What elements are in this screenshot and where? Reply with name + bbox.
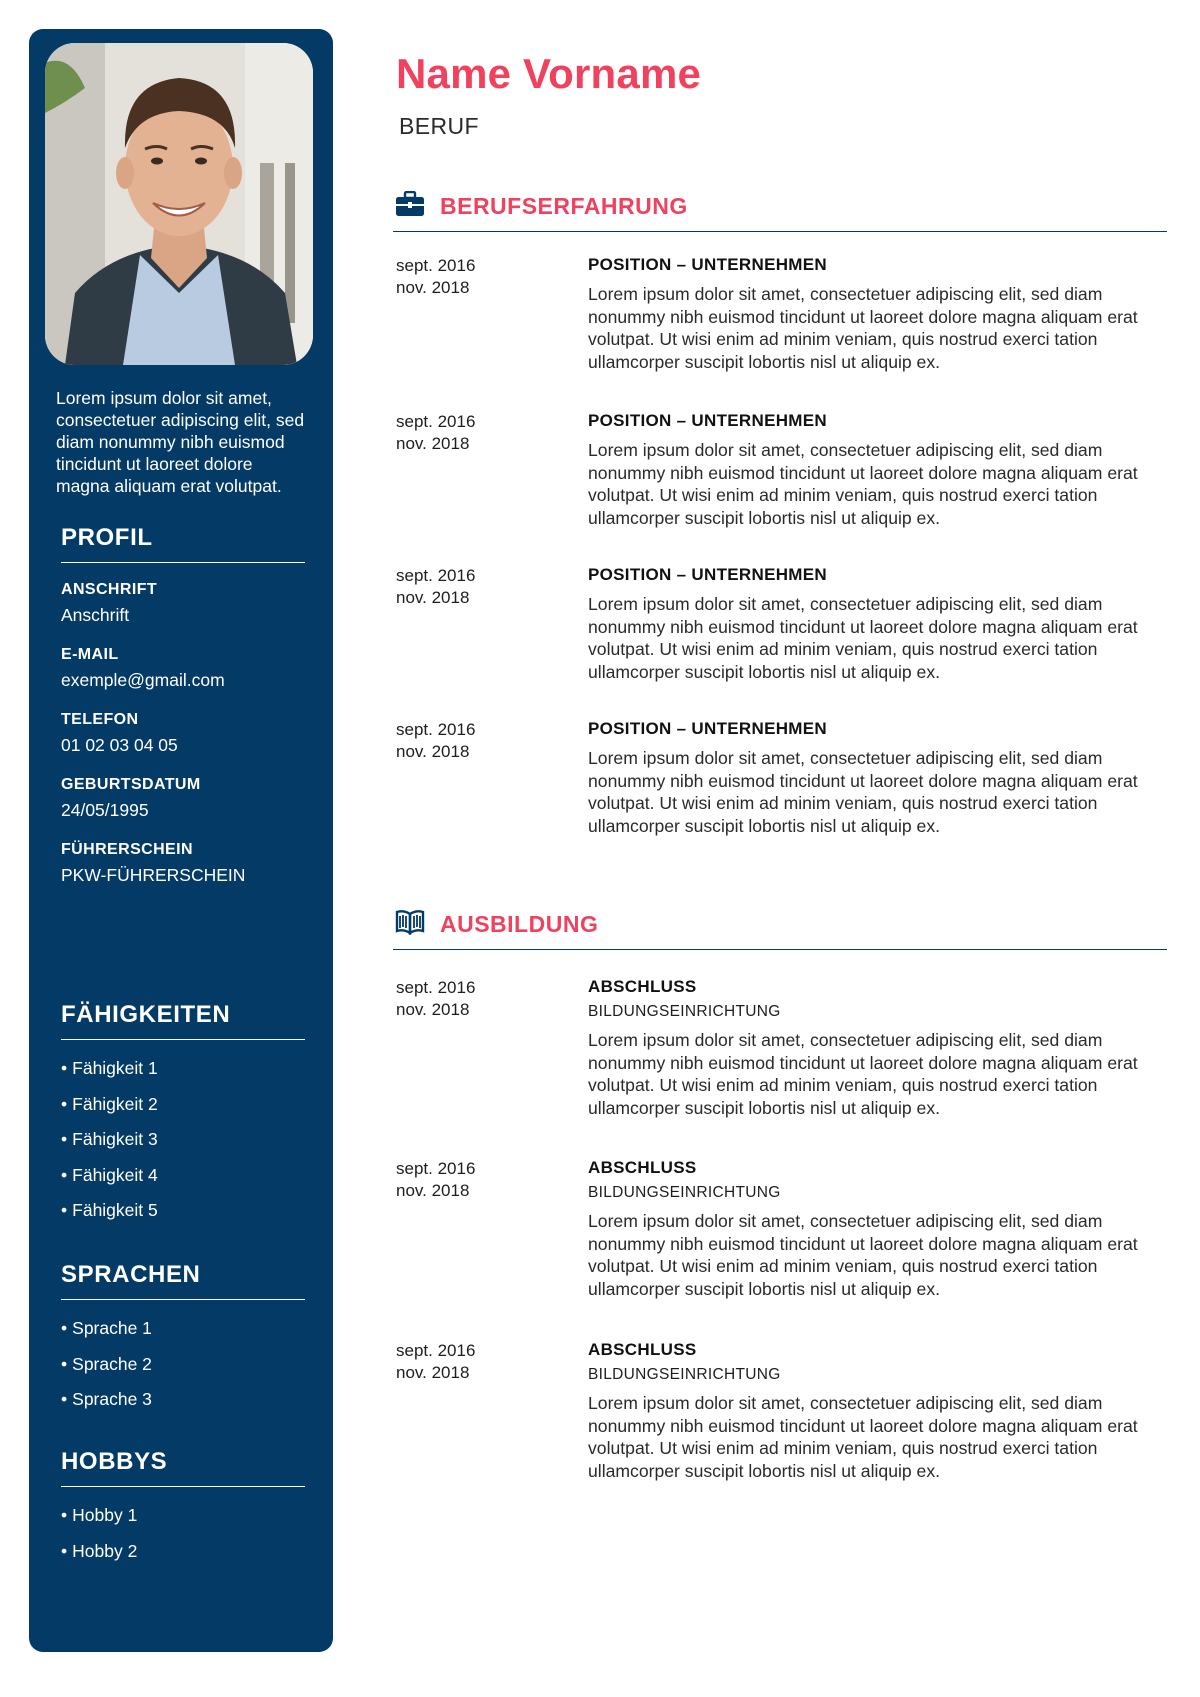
entry-dates [396, 1340, 546, 1384]
email-field [61, 646, 305, 691]
end-date: nov. 2018 [396, 1363, 470, 1382]
education-title: AUSBILDUNG [440, 911, 599, 937]
entry-dates [396, 719, 546, 763]
entry-title: POSITION – UNTERNEHMEN [588, 255, 827, 274]
birthdate-field [61, 776, 305, 821]
job-title: BERUF [399, 113, 479, 139]
entry-body [588, 719, 1168, 838]
skill-item: • Fähigkeit 4 [61, 1165, 305, 1201]
phone-field [61, 711, 305, 756]
experience-heading [393, 188, 1167, 232]
entry-description: Lorem ipsum dolor sit amet, consectetuer adipiscing elit, sed diam nonummy nibh euismod tincidunt ut laoreet dolore magna aliquam erat volutpat. Ut wisi enim ad minim veniam, quis nostrud exerci tation ullamcorper suscipit lobortis nisl ut aliquip ex. [588, 1211, 1138, 1300]
entry-description: Lorem ipsum dolor sit amet, consectetuer adipiscing elit, sed diam nonummy nibh euismod tincidunt ut laoreet dolore magna aliquam erat volutpat. Ut wisi enim ad minim veniam, quis nostrud exerci tation ullamcorper suscipit lobortis nisl ut aliquip ex. [588, 594, 1138, 683]
end-date: nov. 2018 [396, 434, 470, 453]
birthdate-value: 24/05/1995 [61, 800, 149, 820]
languages-list [61, 1318, 305, 1425]
address-field [61, 581, 305, 626]
entry-dates [396, 1158, 546, 1202]
candidate-name: Name Vorname [396, 50, 702, 97]
experience-title: BERUFSERFAHRUNG [440, 193, 688, 219]
skills-list [61, 1058, 305, 1236]
education-heading [393, 906, 1167, 950]
entry-description: Lorem ipsum dolor sit amet, consectetuer adipiscing elit, sed diam nonummy nibh euismod tincidunt ut laoreet dolore magna aliquam erat volutpat. Ut wisi enim ad minim veniam, quis nostrud exerci tation ullamcorper suscipit lobortis nisl ut aliquip ex. [588, 1393, 1138, 1482]
entry-title: POSITION – UNTERNEHMEN [588, 411, 827, 430]
profile-photo [45, 43, 313, 365]
entry-description: Lorem ipsum dolor sit amet, consectetuer adipiscing elit, sed diam nonummy nibh euismod tincidunt ut laoreet dolore magna aliquam erat volutpat. Ut wisi enim ad minim veniam, quis nostrud exerci tation ullamcorper suscipit lobortis nisl ut aliquip ex. [588, 440, 1138, 529]
start-date: sept. 2016 [396, 256, 476, 275]
skill-item: • Fähigkeit 1 [61, 1058, 305, 1094]
entry-dates [396, 977, 546, 1021]
entry-body [588, 411, 1168, 530]
start-date: sept. 2016 [396, 1341, 476, 1360]
entry-description: Lorem ipsum dolor sit amet, consectetuer adipiscing elit, sed diam nonummy nibh euismod tincidunt ut laoreet dolore magna aliquam erat volutpat. Ut wisi enim ad minim veniam, quis nostrud exerci tation ullamcorper suscipit lobortis nisl ut aliquip ex. [588, 748, 1138, 837]
skill-item: • Fähigkeit 5 [61, 1200, 305, 1236]
degree-title: ABSCHLUSS [588, 1158, 697, 1177]
profile-section [61, 524, 305, 906]
skills-heading: FÄHIGKEITEN [61, 1001, 305, 1040]
languages-section [61, 1261, 305, 1425]
end-date: nov. 2018 [396, 278, 470, 297]
address-value: Anschrift [61, 605, 130, 625]
profile-heading: PROFIL [61, 524, 305, 563]
hobby-item: • Hobby 1 [61, 1505, 305, 1541]
entry-body [588, 1158, 1168, 1301]
end-date: nov. 2018 [396, 1000, 470, 1019]
license-label: FÜHRERSCHEIN [61, 841, 193, 858]
skills-section [61, 1001, 305, 1236]
degree-title: ABSCHLUSS [588, 977, 697, 996]
email-label: E-MAIL [61, 646, 119, 663]
license-value: PKW-FÜHRERSCHEIN [61, 865, 246, 885]
phone-value: 01 02 03 04 05 [61, 735, 178, 755]
entry-body [588, 977, 1168, 1120]
entry-body [588, 1340, 1168, 1483]
entry-title: POSITION – UNTERNEHMEN [588, 565, 827, 584]
languages-heading: SPRACHEN [61, 1261, 305, 1300]
entry-dates [396, 565, 546, 609]
end-date: nov. 2018 [396, 742, 470, 761]
start-date: sept. 2016 [396, 1159, 476, 1178]
entry-body [588, 565, 1168, 684]
skill-item: • Fähigkeit 2 [61, 1094, 305, 1130]
phone-label: TELEFON [61, 711, 139, 728]
language-item: • Sprache 1 [61, 1318, 305, 1354]
language-item: • Sprache 2 [61, 1354, 305, 1390]
entry-dates [396, 411, 546, 455]
profile-summary: Lorem ipsum dolor sit amet, consectetuer adipiscing elit, sed diam nonummy nibh euismod tincidunt ut laoreet dolore magna aliquam erat volutpat. [56, 388, 305, 496]
open-book-icon [395, 909, 425, 935]
end-date: nov. 2018 [396, 1181, 470, 1200]
entry-dates [396, 255, 546, 299]
briefcase-icon [395, 191, 425, 217]
entry-body [588, 255, 1168, 374]
hobbies-section [61, 1448, 305, 1576]
email-value: exemple@gmail.com [61, 670, 225, 690]
institution-name: BILDUNGSEINRICHTUNG [588, 1003, 781, 1020]
start-date: sept. 2016 [396, 720, 476, 739]
institution-name: BILDUNGSEINRICHTUNG [588, 1366, 781, 1383]
birthdate-label: GEBURTSDATUM [61, 776, 201, 793]
start-date: sept. 2016 [396, 566, 476, 585]
institution-name: BILDUNGSEINRICHTUNG [588, 1184, 781, 1201]
hobbies-heading: HOBBYS [61, 1448, 305, 1487]
end-date: nov. 2018 [396, 588, 470, 607]
license-field [61, 841, 305, 886]
sidebar [29, 29, 333, 1652]
skill-item: • Fähigkeit 3 [61, 1129, 305, 1165]
hobbies-list [61, 1505, 305, 1576]
degree-title: ABSCHLUSS [588, 1340, 697, 1359]
hobby-item: • Hobby 2 [61, 1541, 305, 1577]
start-date: sept. 2016 [396, 978, 476, 997]
entry-description: Lorem ipsum dolor sit amet, consectetuer adipiscing elit, sed diam nonummy nibh euismod tincidunt ut laoreet dolore magna aliquam erat volutpat. Ut wisi enim ad minim veniam, quis nostrud exerci tation ullamcorper suscipit lobortis nisl ut aliquip ex. [588, 284, 1138, 373]
address-label: ANSCHRIFT [61, 581, 158, 598]
start-date: sept. 2016 [396, 412, 476, 431]
entry-title: POSITION – UNTERNEHMEN [588, 719, 827, 738]
language-item: • Sprache 3 [61, 1389, 305, 1425]
entry-description: Lorem ipsum dolor sit amet, consectetuer adipiscing elit, sed diam nonummy nibh euismod tincidunt ut laoreet dolore magna aliquam erat volutpat. Ut wisi enim ad minim veniam, quis nostrud exerci tation ullamcorper suscipit lobortis nisl ut aliquip ex. [588, 1030, 1138, 1119]
